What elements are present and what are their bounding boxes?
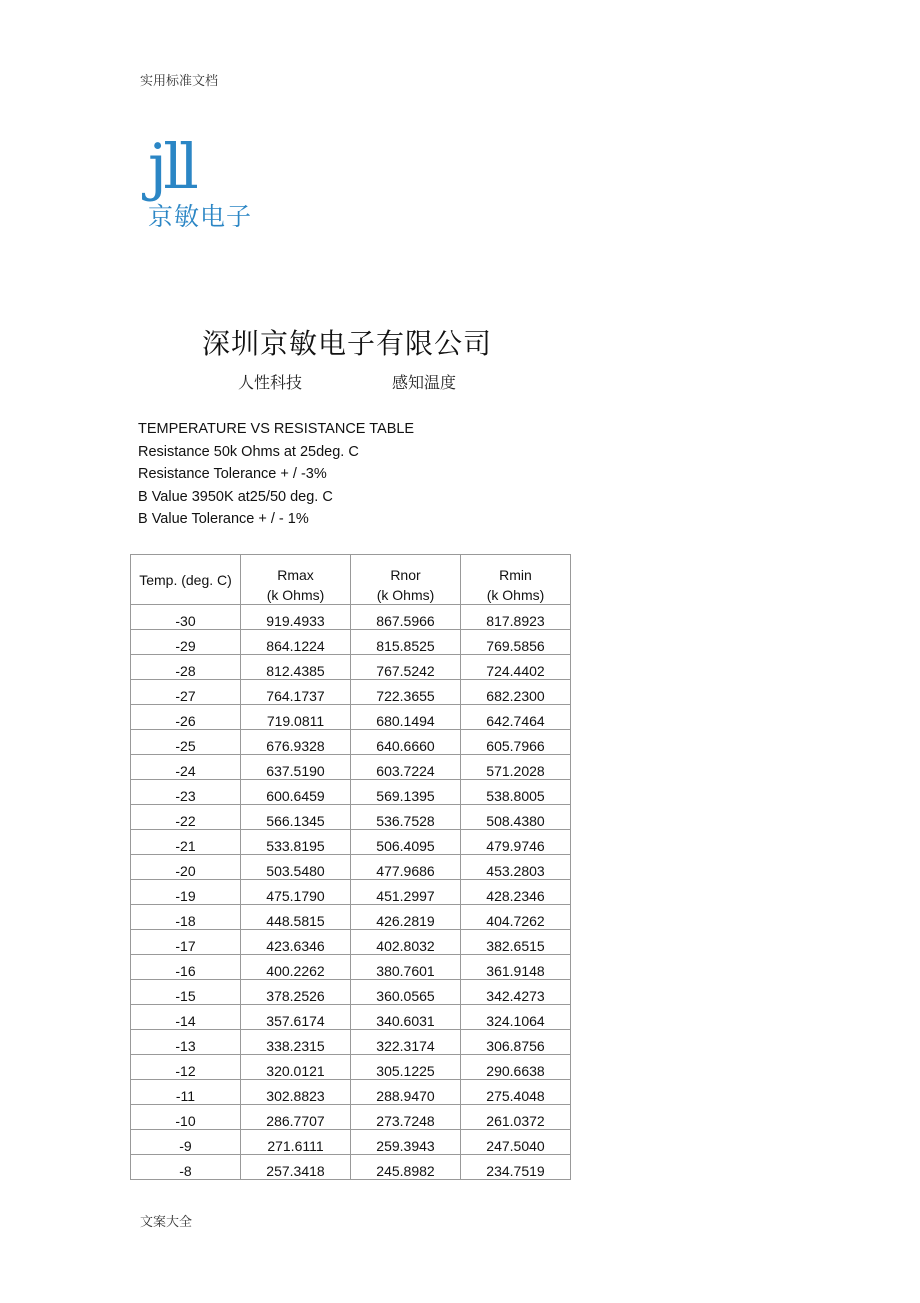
cell-rmin: 605.7966 bbox=[461, 730, 571, 755]
cell-rmax: 286.7707 bbox=[241, 1105, 351, 1130]
cell-temp: -21 bbox=[131, 830, 241, 855]
table-row bbox=[131, 905, 571, 930]
cell-temp: -28 bbox=[131, 655, 241, 680]
cell-rmin: 342.4273 bbox=[461, 980, 571, 1005]
table-row bbox=[131, 1030, 571, 1055]
cell-temp: -29 bbox=[131, 630, 241, 655]
cell-rmin: 479.9746 bbox=[461, 830, 571, 855]
resistance-table bbox=[130, 554, 571, 1180]
table-body bbox=[131, 605, 571, 1180]
cell-rmin: 404.7262 bbox=[461, 905, 571, 930]
cell-rnor: 322.3174 bbox=[351, 1030, 461, 1055]
cell-rnor: 305.1225 bbox=[351, 1055, 461, 1080]
cell-rmin: 571.2028 bbox=[461, 755, 571, 780]
cell-rnor: 722.3655 bbox=[351, 680, 461, 705]
cell-rmin: 769.5856 bbox=[461, 630, 571, 655]
cell-rnor: 259.3943 bbox=[351, 1130, 461, 1155]
cell-temp: -19 bbox=[131, 880, 241, 905]
cell-rmin: 428.2346 bbox=[461, 880, 571, 905]
table-row bbox=[131, 980, 571, 1005]
cell-temp: -13 bbox=[131, 1030, 241, 1055]
table-row bbox=[131, 755, 571, 780]
header-rnor-label: Rnor bbox=[390, 567, 421, 583]
cell-temp: -16 bbox=[131, 955, 241, 980]
table-row bbox=[131, 1130, 571, 1155]
header-rmax-label: Rmax bbox=[277, 567, 314, 583]
cell-temp: -30 bbox=[131, 605, 241, 630]
cell-rmax: 475.1790 bbox=[241, 880, 351, 905]
cell-temp: -11 bbox=[131, 1080, 241, 1105]
cell-rmax: 338.2315 bbox=[241, 1030, 351, 1055]
cell-rmin: 306.8756 bbox=[461, 1030, 571, 1055]
cell-temp: -25 bbox=[131, 730, 241, 755]
cell-temp: -8 bbox=[131, 1155, 241, 1180]
table-row bbox=[131, 1155, 571, 1180]
cell-rnor: 506.4095 bbox=[351, 830, 461, 855]
cell-rnor: 815.8525 bbox=[351, 630, 461, 655]
cell-rmin: 682.2300 bbox=[461, 680, 571, 705]
logo-mark: jll bbox=[148, 130, 195, 203]
cell-rnor: 245.8982 bbox=[351, 1155, 461, 1180]
table-row bbox=[131, 830, 571, 855]
cell-temp: -18 bbox=[131, 905, 241, 930]
cell-rmax: 503.5480 bbox=[241, 855, 351, 880]
cell-temp: -24 bbox=[131, 755, 241, 780]
cell-rmax: 764.1737 bbox=[241, 680, 351, 705]
table-row bbox=[131, 680, 571, 705]
cell-rnor: 340.6031 bbox=[351, 1005, 461, 1030]
cell-rmax: 448.5815 bbox=[241, 905, 351, 930]
slogan-right: 感知温度 bbox=[392, 373, 457, 392]
cell-temp: -27 bbox=[131, 680, 241, 705]
company-logo bbox=[148, 132, 252, 232]
cell-rmax: 378.2526 bbox=[241, 980, 351, 1005]
logo-brand-name: 京敏电子 bbox=[148, 202, 253, 231]
header-rmax bbox=[241, 555, 351, 605]
cell-temp: -10 bbox=[131, 1105, 241, 1130]
header-temp bbox=[131, 555, 241, 605]
table-row bbox=[131, 655, 571, 680]
cell-rmax: 719.0811 bbox=[241, 705, 351, 730]
cell-rmin: 724.4402 bbox=[461, 655, 571, 680]
spec-b-value: B Value 3950K at25/50 deg. C bbox=[138, 488, 333, 505]
cell-rnor: 360.0565 bbox=[351, 980, 461, 1005]
slogan-left: 人性科技 bbox=[238, 373, 303, 392]
cell-temp: -20 bbox=[131, 855, 241, 880]
cell-rnor: 640.6660 bbox=[351, 730, 461, 755]
table-row bbox=[131, 730, 571, 755]
cell-rnor: 402.8032 bbox=[351, 930, 461, 955]
cell-rnor: 380.7601 bbox=[351, 955, 461, 980]
table-row bbox=[131, 1055, 571, 1080]
table-row bbox=[131, 880, 571, 905]
table-row bbox=[131, 630, 571, 655]
cell-rmin: 508.4380 bbox=[461, 805, 571, 830]
cell-temp: -26 bbox=[131, 705, 241, 730]
cell-rmax: 271.6111 bbox=[241, 1130, 351, 1155]
table-row bbox=[131, 1005, 571, 1030]
cell-rmax: 302.8823 bbox=[241, 1080, 351, 1105]
cell-temp: -12 bbox=[131, 1055, 241, 1080]
cell-rmin: 817.8923 bbox=[461, 605, 571, 630]
cell-temp: -15 bbox=[131, 980, 241, 1005]
cell-rmax: 919.4933 bbox=[241, 605, 351, 630]
table-row bbox=[131, 955, 571, 980]
table-row bbox=[131, 855, 571, 880]
company-name: 深圳京敏电子有限公司 bbox=[202, 327, 493, 360]
cell-rmax: 864.1224 bbox=[241, 630, 351, 655]
spec-resistance-tolerance: Resistance Tolerance + / -3% bbox=[138, 466, 327, 482]
spec-b-value-tolerance: B Value Tolerance + / - 1% bbox=[138, 511, 309, 527]
header-temp-label: Temp. (deg. C) bbox=[139, 571, 232, 588]
cell-rmax: 566.1345 bbox=[241, 805, 351, 830]
cell-rmax: 637.5190 bbox=[241, 755, 351, 780]
cell-rmax: 320.0121 bbox=[241, 1055, 351, 1080]
page-header-label: 实用标准文档 bbox=[140, 74, 219, 89]
page-footer-label: 文案大全 bbox=[140, 1215, 193, 1230]
spec-resistance: Resistance 50k Ohms at 25deg. C bbox=[138, 443, 359, 460]
table-row bbox=[131, 1080, 571, 1105]
header-rmax-unit: (k Ohms) bbox=[266, 587, 325, 603]
cell-temp: -22 bbox=[131, 805, 241, 830]
cell-rmin: 290.6638 bbox=[461, 1055, 571, 1080]
cell-rmin: 361.9148 bbox=[461, 955, 571, 980]
header-rmin-label: Rmin bbox=[499, 567, 532, 583]
cell-rmax: 812.4385 bbox=[241, 655, 351, 680]
cell-rmin: 261.0372 bbox=[461, 1105, 571, 1130]
table-header bbox=[131, 555, 571, 605]
table-row bbox=[131, 605, 571, 630]
cell-rmin: 642.7464 bbox=[461, 705, 571, 730]
cell-rmax: 423.6346 bbox=[241, 930, 351, 955]
header-rmin-unit: (k Ohms) bbox=[486, 587, 545, 603]
cell-rmin: 382.6515 bbox=[461, 930, 571, 955]
table-row bbox=[131, 1105, 571, 1130]
cell-rmax: 257.3418 bbox=[241, 1155, 351, 1180]
cell-rmin: 324.1064 bbox=[461, 1005, 571, 1030]
cell-rmin: 453.2803 bbox=[461, 855, 571, 880]
cell-rmax: 676.9328 bbox=[241, 730, 351, 755]
cell-temp: -14 bbox=[131, 1005, 241, 1030]
cell-temp: -17 bbox=[131, 930, 241, 955]
table-row bbox=[131, 780, 571, 805]
cell-rmax: 533.8195 bbox=[241, 830, 351, 855]
table-row bbox=[131, 705, 571, 730]
header-rnor-unit: (k Ohms) bbox=[376, 587, 435, 603]
cell-rnor: 867.5966 bbox=[351, 605, 461, 630]
table-row bbox=[131, 805, 571, 830]
spec-title: TEMPERATURE VS RESISTANCE TABLE bbox=[138, 421, 415, 437]
cell-rmin: 247.5040 bbox=[461, 1130, 571, 1155]
cell-temp: -23 bbox=[131, 780, 241, 805]
cell-rmin: 275.4048 bbox=[461, 1080, 571, 1105]
header-rnor bbox=[351, 555, 461, 605]
cell-rmax: 400.2262 bbox=[241, 955, 351, 980]
table-row bbox=[131, 930, 571, 955]
cell-rnor: 426.2819 bbox=[351, 905, 461, 930]
header-rmin bbox=[461, 555, 571, 605]
cell-rmin: 538.8005 bbox=[461, 780, 571, 805]
cell-rnor: 569.1395 bbox=[351, 780, 461, 805]
spec-block bbox=[138, 418, 414, 531]
cell-rnor: 477.9686 bbox=[351, 855, 461, 880]
cell-rnor: 767.5242 bbox=[351, 655, 461, 680]
cell-rnor: 288.9470 bbox=[351, 1080, 461, 1105]
cell-rmax: 600.6459 bbox=[241, 780, 351, 805]
cell-rnor: 273.7248 bbox=[351, 1105, 461, 1130]
cell-rnor: 680.1494 bbox=[351, 705, 461, 730]
cell-rmin: 234.7519 bbox=[461, 1155, 571, 1180]
cell-rmax: 357.6174 bbox=[241, 1005, 351, 1030]
cell-rnor: 603.7224 bbox=[351, 755, 461, 780]
cell-temp: -9 bbox=[131, 1130, 241, 1155]
cell-rnor: 451.2997 bbox=[351, 880, 461, 905]
cell-rnor: 536.7528 bbox=[351, 805, 461, 830]
